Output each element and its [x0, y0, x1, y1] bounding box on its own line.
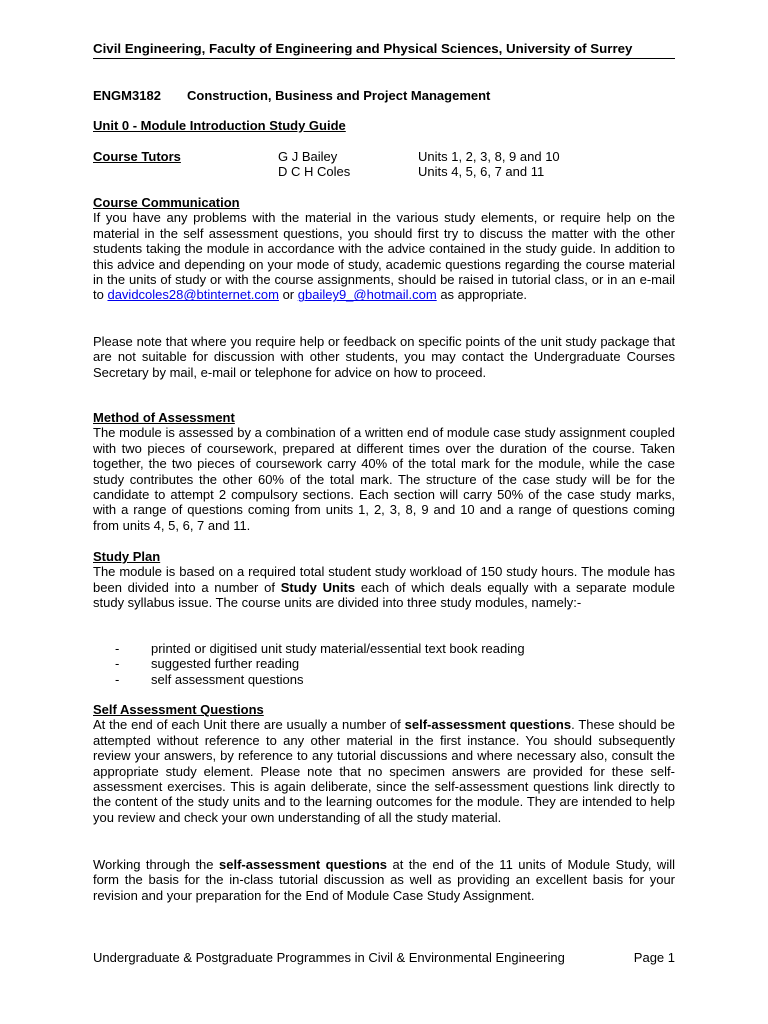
page-number: Page 1	[633, 950, 675, 965]
study-elements-list	[93, 641, 675, 687]
tutor-row	[93, 149, 675, 164]
document-page	[93, 0, 675, 1024]
self-assessment-paragraph-2: Working through the self-assessment questions at the end of the 11 units of Module Study, will form the basis for the in-class tutorial discussion as well as providing an excellent basis for your revision and your preparation for the End of Module Case Study Assignment.	[93, 857, 675, 903]
self-assessment-heading: Self Assessment Questions	[93, 702, 264, 717]
course-tutors	[93, 149, 675, 180]
email-link-coles[interactable]: davidcoles28@btinternet.com	[107, 287, 279, 303]
module-code: ENGM3182	[93, 88, 161, 103]
self-assessment-section	[93, 702, 675, 825]
list-item: - self assessment questions	[115, 671, 304, 687]
study-plan-heading: Study Plan	[93, 549, 161, 564]
communication-paragraph: If you have any problems with the material in the various study elements, or require help on the material in the self assessment questions, you should first try to discuss the matter with the other students taking the module in accordance with the advice contained in the study guide. In addition to this advice and depending on your mode of study, academic questions regarding the course material in the units of study or with the course assignments, should be raised in tutorial class, or in an e-mail to davidcoles28@btinternet.com or gbailey9_@hotmail.com as appropriate.	[93, 210, 675, 303]
assessment-section	[93, 410, 675, 533]
self-assessment-paragraph: At the end of each Unit there are usually a number of self-assessment questions. These should be attempted without reference to any other material in the first instance. You should subsequently review your answers, by reference to any tutorial discussions and where necessary also, consult the appropriate study element. Please note that no specimen answers are provided for these self-assessment exercises. This is again deliberate, since the self-assessment questions link directly to the content of the study units and to the learning outcomes for the module. They are intended to help you review and check your own understanding of all the study material.	[93, 717, 675, 825]
communication-section	[93, 195, 675, 303]
module-title: Construction, Business and Project Management	[187, 88, 491, 103]
tutors-heading: Course Tutors	[93, 149, 181, 164]
help-paragraph: Please note that where you require help or feedback on specific points of the unit study package that are not suitable for discussion with other students, you may contact the Undergraduate Courses Secretary by mail, e-mail or telephone for advice on how to proceed.	[93, 334, 675, 380]
module-heading	[93, 88, 675, 103]
assessment-heading: Method of Assessment	[93, 410, 235, 425]
page-footer	[93, 950, 675, 965]
assessment-paragraph: The module is assessed by a combination of a written end of module case study assignment coupled with two pieces of coursework, prepared at different times over the duration of the course. Taken together, the two pieces of coursework carry 40% of the total mark for the module, while the case study contributes the other 60% of the total mark. The structure of the case study will be for the candidate to attempt 2 compulsory sections. Each section will carry 50% of the case study marks, with a range of questions coming from units 1, 2, 3, 8, 9 and 10 and a range of questions coming from units 4, 5, 6, 7 and 11.	[93, 425, 675, 533]
tutor-name: D C H Coles	[278, 164, 351, 180]
study-plan-section	[93, 549, 675, 611]
tutor-name: G J Bailey	[278, 149, 338, 164]
page-header: Civil Engineering, Faculty of Engineering and Physical Sciences, University of Surrey	[93, 41, 675, 59]
list-item: - suggested further reading	[115, 656, 300, 672]
study-plan-paragraph: The module is based on a required total student study workload of 150 study hours. The module has been divided into a number of Study Units each of which deals equally with a separate module study syllabus issue. The course units are divided into three study modules, namely:-	[93, 564, 675, 611]
list-item: - printed or digitised unit study material/essential text book reading	[115, 641, 525, 656]
communication-heading: Course Communication	[93, 195, 240, 210]
tutor-row	[93, 164, 675, 179]
email-link-bailey[interactable]: gbailey9_@hotmail.com	[297, 287, 437, 303]
tutor-units: Units 4, 5, 6, 7 and 11	[418, 164, 545, 180]
unit-title: Unit 0 - Module Introduction Study Guide	[93, 118, 346, 133]
footer-programme: Undergraduate & Postgraduate Programmes in Civil & Environmental Engineering	[93, 950, 565, 965]
tutor-units: Units 1, 2, 3, 8, 9 and 10	[418, 149, 560, 164]
